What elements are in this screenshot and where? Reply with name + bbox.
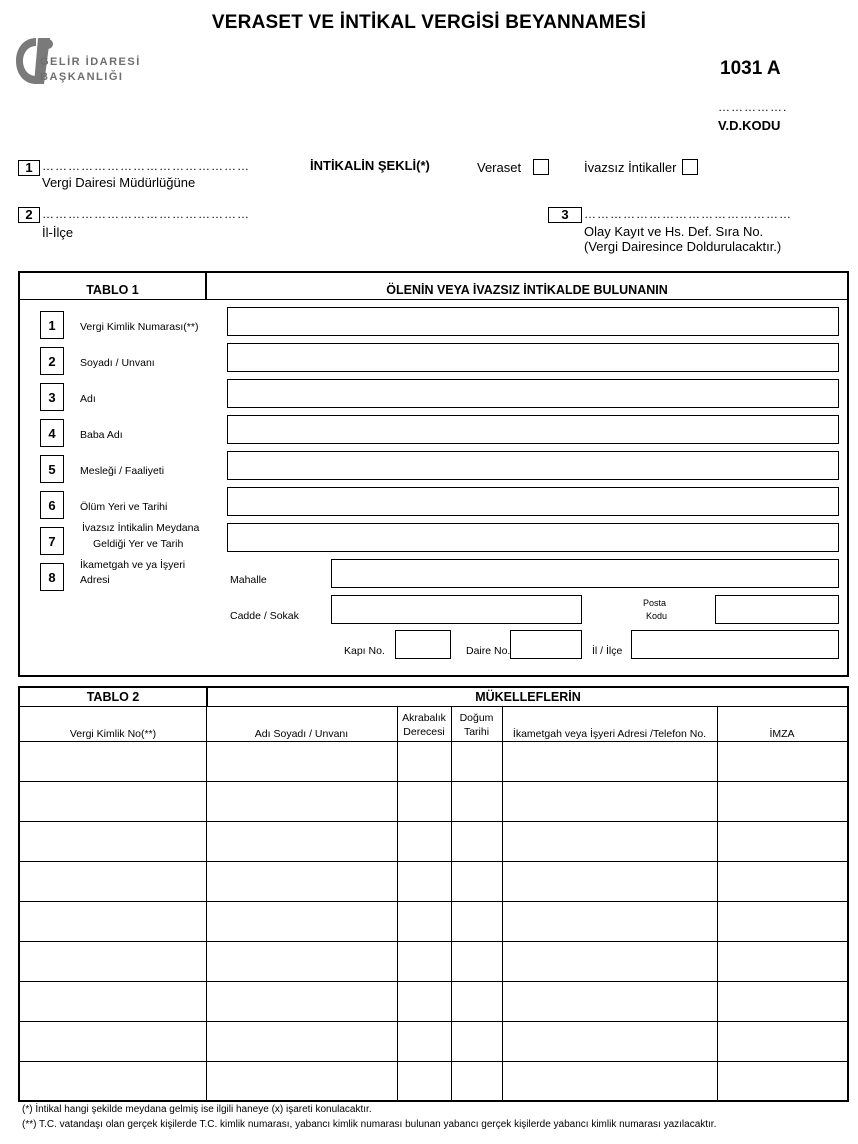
ivazsiz-input[interactable] [227, 523, 839, 552]
intikal-type-label: İNTİKALİN ŞEKLİ(*) [310, 158, 430, 173]
table-row[interactable] [20, 901, 847, 902]
posta-kodu-label-1: Posta [643, 598, 667, 608]
box-number-2: 2 [18, 207, 40, 223]
row-label-soyadi: Soyadı / Unvanı [80, 357, 155, 369]
olay-kayit-label: Olay Kayıt ve Hs. Def. Sıra No. [584, 224, 764, 239]
daire-no-label: Daire No. [466, 645, 511, 657]
box-number-1: 1 [18, 160, 40, 176]
tablo1-heading: ÖLENİN VEYA İVAZSIZ İNTİKALDE BULUNANIN [386, 283, 668, 297]
table-row[interactable] [20, 1061, 847, 1062]
tax-office-field[interactable]: ………………………………………… [42, 159, 250, 173]
col-adres: İkametgah veya İşyeri Adresi /Telefon No. [512, 728, 707, 740]
olay-kayit-field[interactable]: ………………………………………… [584, 207, 792, 221]
tax-office-label: Vergi Dairesi Müdürlüğüne [42, 175, 196, 190]
col-dogum-1: Doğum [459, 712, 494, 724]
gib-logo [14, 36, 154, 88]
posta-kodu-input[interactable] [715, 595, 839, 624]
row-label-vkn: Vergi Kimlik Numarası(**) [80, 321, 199, 333]
logo-line1: GELİR İDARESİ [40, 56, 141, 68]
row-label-olum: Ölüm Yeri ve Tarihi [80, 501, 168, 513]
vd-code-label: V.D.KODU [718, 118, 781, 133]
row-number-4: 4 [40, 419, 64, 447]
posta-kodu-label-2: Kodu [646, 611, 668, 621]
col-vkn: Vergi Kimlik No(**) [69, 728, 157, 740]
ivazsiz-checkbox[interactable] [682, 159, 698, 175]
row-label-adres-1: İkametgah ve ya İşyeri [80, 559, 186, 571]
col-akrabalik-1: Akrabalık [402, 712, 446, 724]
row-label-adres-2: Adresi [80, 574, 110, 586]
row-number-3: 3 [40, 383, 64, 411]
table-row[interactable] [20, 821, 847, 822]
mahalle-label: Mahalle [230, 574, 267, 586]
footnote-2: (**) T.C. vatandaşı olan gerçek kişilerde T.C. kimlik numarası, yabancı kimlik numarası bulunan yabancı gerçek kişilerde yabancı kimlik numarası yazılacaktır. [22, 1119, 717, 1130]
il-ilce-address-input[interactable] [631, 630, 839, 659]
logo-line2: BAŞKANLIĞI [40, 71, 124, 83]
soyadi-input[interactable] [227, 343, 839, 372]
il-ilce-address-label: İl / İlçe [592, 645, 623, 657]
row-number-8: 8 [40, 563, 64, 591]
col-dogum-2: Tarihi [463, 726, 490, 738]
row-label-ivazsiz-2: Geldiği Yer ve Tarih [93, 538, 184, 550]
tablo2-heading: MÜKELLEFLERİN [475, 690, 581, 704]
form-code: 1031 A [720, 58, 781, 79]
row-number-5: 5 [40, 455, 64, 483]
baba-adi-input[interactable] [227, 415, 839, 444]
vkn-input[interactable] [227, 307, 839, 336]
row-label-meslek: Mesleği / Faaliyeti [80, 465, 165, 477]
row-number-7: 7 [40, 527, 64, 555]
row-label-baba-adi: Baba Adı [80, 429, 123, 441]
adi-input[interactable] [227, 379, 839, 408]
table-row[interactable] [20, 981, 847, 982]
cadde-input[interactable] [331, 595, 582, 624]
option-ivazsiz-label: İvazsız İntikaller [584, 160, 677, 175]
option-veraset-label: Veraset [477, 160, 522, 175]
col-adi-soyadi: Adı Soyadı / Unvanı [254, 728, 349, 740]
footnote-1: (*) İntikal hangi şekilde meydana gelmiş ise ilgili haneye (x) işareti konulacaktır. [22, 1104, 372, 1115]
mahalle-input[interactable] [331, 559, 839, 588]
row-number-6: 6 [40, 491, 64, 519]
kapi-no-label: Kapı No. [344, 645, 385, 657]
table-row[interactable] [20, 781, 847, 782]
box-number-3: 3 [548, 207, 582, 223]
veraset-checkbox[interactable] [533, 159, 549, 175]
vd-code-field[interactable]: ……………. [718, 100, 788, 114]
tablo2-table [18, 686, 849, 1102]
tablo1-title: TABLO 1 [86, 283, 139, 297]
table-row[interactable] [20, 941, 847, 942]
cadde-label: Cadde / Sokak [230, 610, 299, 622]
row-label-adi: Adı [80, 393, 96, 405]
table-row[interactable] [20, 1021, 847, 1022]
row-number-1: 1 [40, 311, 64, 339]
olay-kayit-note: (Vergi Dairesince Doldurulacaktır.) [584, 239, 782, 254]
row-label-ivazsiz-1: İvazsız İntikalin Meydana [82, 522, 200, 534]
olum-input[interactable] [227, 487, 839, 516]
il-ilce-label: İl-İlçe [42, 225, 74, 240]
meslek-input[interactable] [227, 451, 839, 480]
row-number-2: 2 [40, 347, 64, 375]
col-imza: İMZA [769, 728, 795, 740]
kapi-no-input[interactable] [395, 630, 451, 659]
table-row[interactable] [20, 861, 847, 862]
il-ilce-field[interactable]: ………………………………………… [42, 207, 250, 221]
tablo2-title: TABLO 2 [86, 690, 140, 704]
daire-no-input[interactable] [510, 630, 582, 659]
col-akrabalik-2: Derecesi [403, 726, 445, 738]
page-title: VERASET VE İNTİKAL VERGİSİ BEYANNAMESİ [211, 12, 647, 33]
